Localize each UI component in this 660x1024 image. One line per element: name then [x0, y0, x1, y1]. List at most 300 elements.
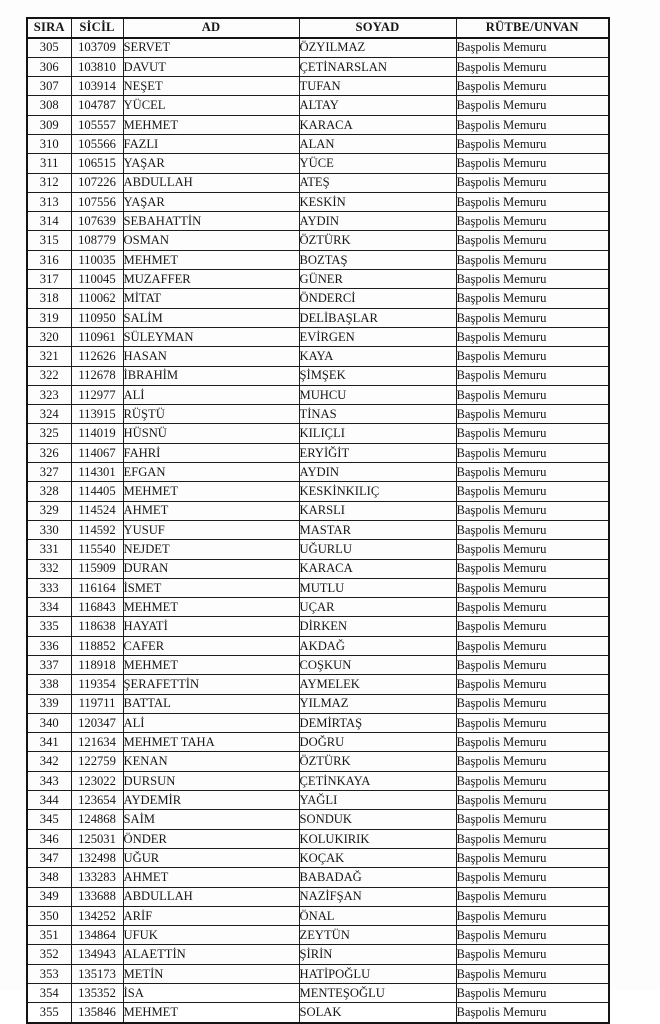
cell-sira: 308 [27, 96, 71, 115]
cell-soyad: TİNAS [299, 405, 456, 424]
cell-ad: ARİF [123, 906, 299, 925]
cell-sira: 322 [27, 366, 71, 385]
cell-ad: CAFER [123, 636, 299, 655]
cell-soyad: MUTLU [299, 578, 456, 597]
table-row [27, 134, 609, 153]
cell-ad: AHMET [123, 868, 299, 887]
cell-sira: 330 [27, 520, 71, 539]
cell-ad: FAHRİ [123, 443, 299, 462]
cell-ad: MİTAT [123, 289, 299, 308]
cell-rutbe: Başpolis Memuru [456, 250, 609, 269]
cell-rutbe: Başpolis Memuru [456, 77, 609, 96]
cell-sicil: 114301 [71, 463, 123, 482]
table-row [27, 752, 609, 771]
cell-soyad: ATEŞ [299, 173, 456, 192]
cell-ad: MUZAFFER [123, 270, 299, 289]
cell-soyad: ŞİMŞEK [299, 366, 456, 385]
cell-sira: 343 [27, 771, 71, 790]
table-row [27, 848, 609, 867]
header-ad: AD [123, 18, 299, 38]
cell-soyad: SOLAK [299, 1003, 456, 1023]
cell-soyad: HATİPOĞLU [299, 964, 456, 983]
cell-sicil: 119354 [71, 675, 123, 694]
cell-ad: ŞERAFETTİN [123, 675, 299, 694]
cell-sira: 347 [27, 848, 71, 867]
table-row [27, 945, 609, 964]
table-row [27, 231, 609, 250]
cell-sicil: 112626 [71, 347, 123, 366]
cell-sira: 315 [27, 231, 71, 250]
table-row [27, 327, 609, 346]
cell-sira: 334 [27, 598, 71, 617]
table-row [27, 173, 609, 192]
cell-rutbe: Başpolis Memuru [456, 598, 609, 617]
cell-soyad: ALTAY [299, 96, 456, 115]
table-row [27, 115, 609, 134]
cell-soyad: KARACA [299, 559, 456, 578]
cell-sira: 328 [27, 482, 71, 501]
cell-sira: 321 [27, 347, 71, 366]
cell-rutbe: Başpolis Memuru [456, 385, 609, 404]
cell-sira: 313 [27, 192, 71, 211]
cell-sicil: 134943 [71, 945, 123, 964]
cell-soyad: SONDUK [299, 810, 456, 829]
cell-sira: 331 [27, 540, 71, 559]
table-row [27, 308, 609, 327]
cell-sicil: 119711 [71, 694, 123, 713]
cell-sira: 306 [27, 57, 71, 76]
cell-sira: 327 [27, 463, 71, 482]
cell-sira: 340 [27, 713, 71, 732]
cell-sicil: 123022 [71, 771, 123, 790]
cell-sicil: 122759 [71, 752, 123, 771]
cell-sicil: 114405 [71, 482, 123, 501]
cell-soyad: DEMİRTAŞ [299, 713, 456, 732]
table-header-row [27, 18, 609, 38]
header-sicil: SİCİL [71, 18, 123, 38]
cell-sicil: 116843 [71, 598, 123, 617]
cell-ad: MEHMET [123, 656, 299, 675]
cell-rutbe: Başpolis Memuru [456, 173, 609, 192]
cell-ad: YUSUF [123, 520, 299, 539]
cell-sira: 318 [27, 289, 71, 308]
cell-sicil: 105557 [71, 115, 123, 134]
cell-ad: YAŞAR [123, 154, 299, 173]
cell-soyad: AKDAĞ [299, 636, 456, 655]
cell-sira: 325 [27, 424, 71, 443]
cell-soyad: BABADAĞ [299, 868, 456, 887]
cell-sicil: 103709 [71, 38, 123, 58]
cell-sicil: 112977 [71, 385, 123, 404]
table-row [27, 598, 609, 617]
cell-soyad: KOLUKIRIK [299, 829, 456, 848]
cell-ad: ALİ [123, 713, 299, 732]
table-row [27, 192, 609, 211]
cell-sira: 338 [27, 675, 71, 694]
table-row [27, 771, 609, 790]
cell-soyad: AYDIN [299, 212, 456, 231]
cell-rutbe: Başpolis Memuru [456, 540, 609, 559]
cell-soyad: AYDIN [299, 463, 456, 482]
table-row [27, 405, 609, 424]
cell-soyad: KAYA [299, 347, 456, 366]
cell-rutbe: Başpolis Memuru [456, 443, 609, 462]
cell-sira: 344 [27, 791, 71, 810]
table-row [27, 501, 609, 520]
cell-sira: 314 [27, 212, 71, 231]
cell-ad: OSMAN [123, 231, 299, 250]
table-row [27, 250, 609, 269]
cell-ad: HASAN [123, 347, 299, 366]
table-row [27, 520, 609, 539]
cell-ad: NEJDET [123, 540, 299, 559]
cell-rutbe: Başpolis Memuru [456, 906, 609, 925]
table-row [27, 347, 609, 366]
table-row [27, 964, 609, 983]
cell-sicil: 132498 [71, 848, 123, 867]
cell-ad: İBRAHİM [123, 366, 299, 385]
cell-soyad: ZEYTÜN [299, 926, 456, 945]
cell-ad: ALAETTİN [123, 945, 299, 964]
cell-sicil: 114592 [71, 520, 123, 539]
table-row [27, 289, 609, 308]
cell-rutbe: Başpolis Memuru [456, 887, 609, 906]
cell-rutbe: Başpolis Memuru [456, 868, 609, 887]
cell-sira: 332 [27, 559, 71, 578]
cell-sira: 349 [27, 887, 71, 906]
cell-rutbe: Başpolis Memuru [456, 791, 609, 810]
cell-sira: 310 [27, 134, 71, 153]
cell-sicil: 120347 [71, 713, 123, 732]
cell-ad: AYDEMİR [123, 791, 299, 810]
table-row [27, 96, 609, 115]
cell-sicil: 121634 [71, 733, 123, 752]
table-row [27, 463, 609, 482]
table-row [27, 713, 609, 732]
header-sira: SIRA [27, 18, 71, 38]
table-row [27, 906, 609, 925]
cell-sicil: 107556 [71, 192, 123, 211]
cell-sicil: 118852 [71, 636, 123, 655]
cell-ad: DAVUT [123, 57, 299, 76]
cell-ad: MEHMET [123, 115, 299, 134]
cell-sicil: 123654 [71, 791, 123, 810]
cell-soyad: ÖZTÜRK [299, 752, 456, 771]
cell-soyad: ŞİRİN [299, 945, 456, 964]
cell-sira: 348 [27, 868, 71, 887]
cell-ad: YAŞAR [123, 192, 299, 211]
cell-sicil: 118918 [71, 656, 123, 675]
cell-sira: 309 [27, 115, 71, 134]
cell-sicil: 104787 [71, 96, 123, 115]
cell-sicil: 103810 [71, 57, 123, 76]
cell-ad: MEHMET [123, 1003, 299, 1023]
cell-rutbe: Başpolis Memuru [456, 520, 609, 539]
cell-sicil: 118638 [71, 617, 123, 636]
cell-soyad: ÖNDERCİ [299, 289, 456, 308]
cell-soyad: MASTAR [299, 520, 456, 539]
cell-sicil: 114019 [71, 424, 123, 443]
cell-sicil: 110035 [71, 250, 123, 269]
cell-sira: 311 [27, 154, 71, 173]
cell-sicil: 115540 [71, 540, 123, 559]
table-row [27, 559, 609, 578]
cell-soyad: DELİBAŞLAR [299, 308, 456, 327]
cell-rutbe: Başpolis Memuru [456, 115, 609, 134]
cell-sira: 305 [27, 38, 71, 58]
cell-rutbe: Başpolis Memuru [456, 617, 609, 636]
header-soyad: SOYAD [299, 18, 456, 38]
cell-soyad: YÜCE [299, 154, 456, 173]
cell-sira: 326 [27, 443, 71, 462]
cell-rutbe: Başpolis Memuru [456, 945, 609, 964]
cell-sira: 341 [27, 733, 71, 752]
cell-sicil: 110961 [71, 327, 123, 346]
cell-rutbe: Başpolis Memuru [456, 308, 609, 327]
table-row [27, 77, 609, 96]
cell-sicil: 116164 [71, 578, 123, 597]
cell-sira: 316 [27, 250, 71, 269]
cell-rutbe: Başpolis Memuru [456, 289, 609, 308]
cell-soyad: KARSLI [299, 501, 456, 520]
table-row [27, 733, 609, 752]
cell-sira: 345 [27, 810, 71, 829]
cell-sira: 353 [27, 964, 71, 983]
cell-sicil: 110045 [71, 270, 123, 289]
cell-rutbe: Başpolis Memuru [456, 212, 609, 231]
cell-sicil: 106515 [71, 154, 123, 173]
cell-sira: 333 [27, 578, 71, 597]
cell-soyad: ÖZYILMAZ [299, 38, 456, 58]
table-row [27, 540, 609, 559]
table-row [27, 694, 609, 713]
cell-rutbe: Başpolis Memuru [456, 424, 609, 443]
cell-ad: FAZLI [123, 134, 299, 153]
cell-soyad: ÖZTÜRK [299, 231, 456, 250]
cell-ad: NEŞET [123, 77, 299, 96]
cell-sira: 339 [27, 694, 71, 713]
cell-rutbe: Başpolis Memuru [456, 829, 609, 848]
table-row [27, 154, 609, 173]
table-row [27, 1003, 609, 1023]
cell-rutbe: Başpolis Memuru [456, 1003, 609, 1023]
cell-sicil: 107639 [71, 212, 123, 231]
cell-sira: 351 [27, 926, 71, 945]
header-rutbe: RÜTBE/UNVAN [456, 18, 609, 38]
cell-soyad: DİRKEN [299, 617, 456, 636]
cell-rutbe: Başpolis Memuru [456, 771, 609, 790]
cell-sicil: 107226 [71, 173, 123, 192]
cell-ad: ÖNDER [123, 829, 299, 848]
cell-sicil: 125031 [71, 829, 123, 848]
cell-ad: ABDULLAH [123, 173, 299, 192]
cell-ad: UFUK [123, 926, 299, 945]
cell-ad: BATTAL [123, 694, 299, 713]
table-row [27, 212, 609, 231]
cell-ad: METİN [123, 964, 299, 983]
table-row [27, 578, 609, 597]
cell-rutbe: Başpolis Memuru [456, 810, 609, 829]
table-row [27, 984, 609, 1003]
cell-rutbe: Başpolis Memuru [456, 192, 609, 211]
cell-rutbe: Başpolis Memuru [456, 38, 609, 58]
cell-rutbe: Başpolis Memuru [456, 713, 609, 732]
cell-sira: 342 [27, 752, 71, 771]
cell-soyad: DOĞRU [299, 733, 456, 752]
cell-soyad: MENTEŞOĞLU [299, 984, 456, 1003]
cell-rutbe: Başpolis Memuru [456, 366, 609, 385]
cell-soyad: ÖNAL [299, 906, 456, 925]
cell-ad: HÜSNÜ [123, 424, 299, 443]
cell-sicil: 135173 [71, 964, 123, 983]
cell-soyad: KESKİN [299, 192, 456, 211]
cell-sicil: 103914 [71, 77, 123, 96]
table-row [27, 424, 609, 443]
table-row [27, 385, 609, 404]
cell-rutbe: Başpolis Memuru [456, 675, 609, 694]
cell-sira: 307 [27, 77, 71, 96]
cell-sira: 317 [27, 270, 71, 289]
cell-rutbe: Başpolis Memuru [456, 270, 609, 289]
cell-sira: 352 [27, 945, 71, 964]
cell-ad: YÜCEL [123, 96, 299, 115]
cell-sicil: 108779 [71, 231, 123, 250]
cell-soyad: KILIÇLI [299, 424, 456, 443]
cell-sicil: 133283 [71, 868, 123, 887]
cell-sira: 324 [27, 405, 71, 424]
cell-sira: 346 [27, 829, 71, 848]
cell-rutbe: Başpolis Memuru [456, 964, 609, 983]
cell-rutbe: Başpolis Memuru [456, 848, 609, 867]
cell-rutbe: Başpolis Memuru [456, 96, 609, 115]
cell-soyad: ALAN [299, 134, 456, 153]
table-row [27, 38, 609, 58]
cell-ad: SEBAHATTİN [123, 212, 299, 231]
cell-rutbe: Başpolis Memuru [456, 347, 609, 366]
cell-soyad: AYMELEK [299, 675, 456, 694]
cell-ad: KENAN [123, 752, 299, 771]
personnel-table [26, 17, 610, 1024]
table-row [27, 366, 609, 385]
cell-soyad: TUFAN [299, 77, 456, 96]
cell-rutbe: Başpolis Memuru [456, 231, 609, 250]
cell-rutbe: Başpolis Memuru [456, 733, 609, 752]
table-row [27, 868, 609, 887]
cell-sira: 337 [27, 656, 71, 675]
cell-soyad: MUHCU [299, 385, 456, 404]
cell-rutbe: Başpolis Memuru [456, 154, 609, 173]
cell-ad: SÜLEYMAN [123, 327, 299, 346]
cell-soyad: ÇETİNKAYA [299, 771, 456, 790]
cell-sira: 336 [27, 636, 71, 655]
cell-rutbe: Başpolis Memuru [456, 559, 609, 578]
table-row [27, 791, 609, 810]
cell-soyad: BOZTAŞ [299, 250, 456, 269]
cell-ad: EFGAN [123, 463, 299, 482]
cell-rutbe: Başpolis Memuru [456, 501, 609, 520]
cell-rutbe: Başpolis Memuru [456, 134, 609, 153]
cell-rutbe: Başpolis Memuru [456, 327, 609, 346]
cell-sira: 350 [27, 906, 71, 925]
cell-ad: AHMET [123, 501, 299, 520]
cell-sicil: 110062 [71, 289, 123, 308]
cell-rutbe: Başpolis Memuru [456, 752, 609, 771]
cell-ad: SERVET [123, 38, 299, 58]
cell-sicil: 133688 [71, 887, 123, 906]
table-row [27, 57, 609, 76]
cell-ad: ALİ [123, 385, 299, 404]
cell-rutbe: Başpolis Memuru [456, 926, 609, 945]
cell-sicil: 114524 [71, 501, 123, 520]
cell-ad: MEHMET [123, 598, 299, 617]
cell-soyad: KARACA [299, 115, 456, 134]
cell-soyad: KOÇAK [299, 848, 456, 867]
table-row [27, 636, 609, 655]
cell-ad: HAYATİ [123, 617, 299, 636]
table-row [27, 829, 609, 848]
cell-ad: SAİM [123, 810, 299, 829]
cell-soyad: ERYİĞİT [299, 443, 456, 462]
cell-rutbe: Başpolis Memuru [456, 405, 609, 424]
table-row [27, 270, 609, 289]
cell-ad: RÜŞTÜ [123, 405, 299, 424]
cell-rutbe: Başpolis Memuru [456, 482, 609, 501]
cell-soyad: UÇAR [299, 598, 456, 617]
cell-rutbe: Başpolis Memuru [456, 57, 609, 76]
cell-ad: İSA [123, 984, 299, 1003]
cell-soyad: GÜNER [299, 270, 456, 289]
table-row [27, 887, 609, 906]
cell-ad: MEHMET [123, 482, 299, 501]
cell-rutbe: Başpolis Memuru [456, 694, 609, 713]
cell-sicil: 134864 [71, 926, 123, 945]
cell-ad: DURSUN [123, 771, 299, 790]
cell-sicil: 134252 [71, 906, 123, 925]
cell-sicil: 135352 [71, 984, 123, 1003]
cell-ad: DURAN [123, 559, 299, 578]
table-row [27, 675, 609, 694]
table-row [27, 482, 609, 501]
cell-sicil: 115909 [71, 559, 123, 578]
cell-sira: 320 [27, 327, 71, 346]
cell-sicil: 110950 [71, 308, 123, 327]
cell-ad: UĞUR [123, 848, 299, 867]
cell-soyad: UĞURLU [299, 540, 456, 559]
cell-ad: ABDULLAH [123, 887, 299, 906]
cell-soyad: EVİRGEN [299, 327, 456, 346]
cell-rutbe: Başpolis Memuru [456, 656, 609, 675]
cell-soyad: YAĞLI [299, 791, 456, 810]
table-body [27, 38, 609, 1023]
cell-sicil: 135846 [71, 1003, 123, 1023]
table-row [27, 810, 609, 829]
table-row [27, 926, 609, 945]
cell-soyad: ÇETİNARSLAN [299, 57, 456, 76]
cell-sicil: 112678 [71, 366, 123, 385]
cell-soyad: YILMAZ [299, 694, 456, 713]
table-row [27, 443, 609, 462]
cell-rutbe: Başpolis Memuru [456, 984, 609, 1003]
cell-sira: 354 [27, 984, 71, 1003]
cell-ad: İSMET [123, 578, 299, 597]
cell-sira: 335 [27, 617, 71, 636]
cell-ad: MEHMET [123, 250, 299, 269]
cell-sicil: 113915 [71, 405, 123, 424]
cell-sira: 329 [27, 501, 71, 520]
cell-sira: 319 [27, 308, 71, 327]
cell-sicil: 124868 [71, 810, 123, 829]
table-row [27, 656, 609, 675]
